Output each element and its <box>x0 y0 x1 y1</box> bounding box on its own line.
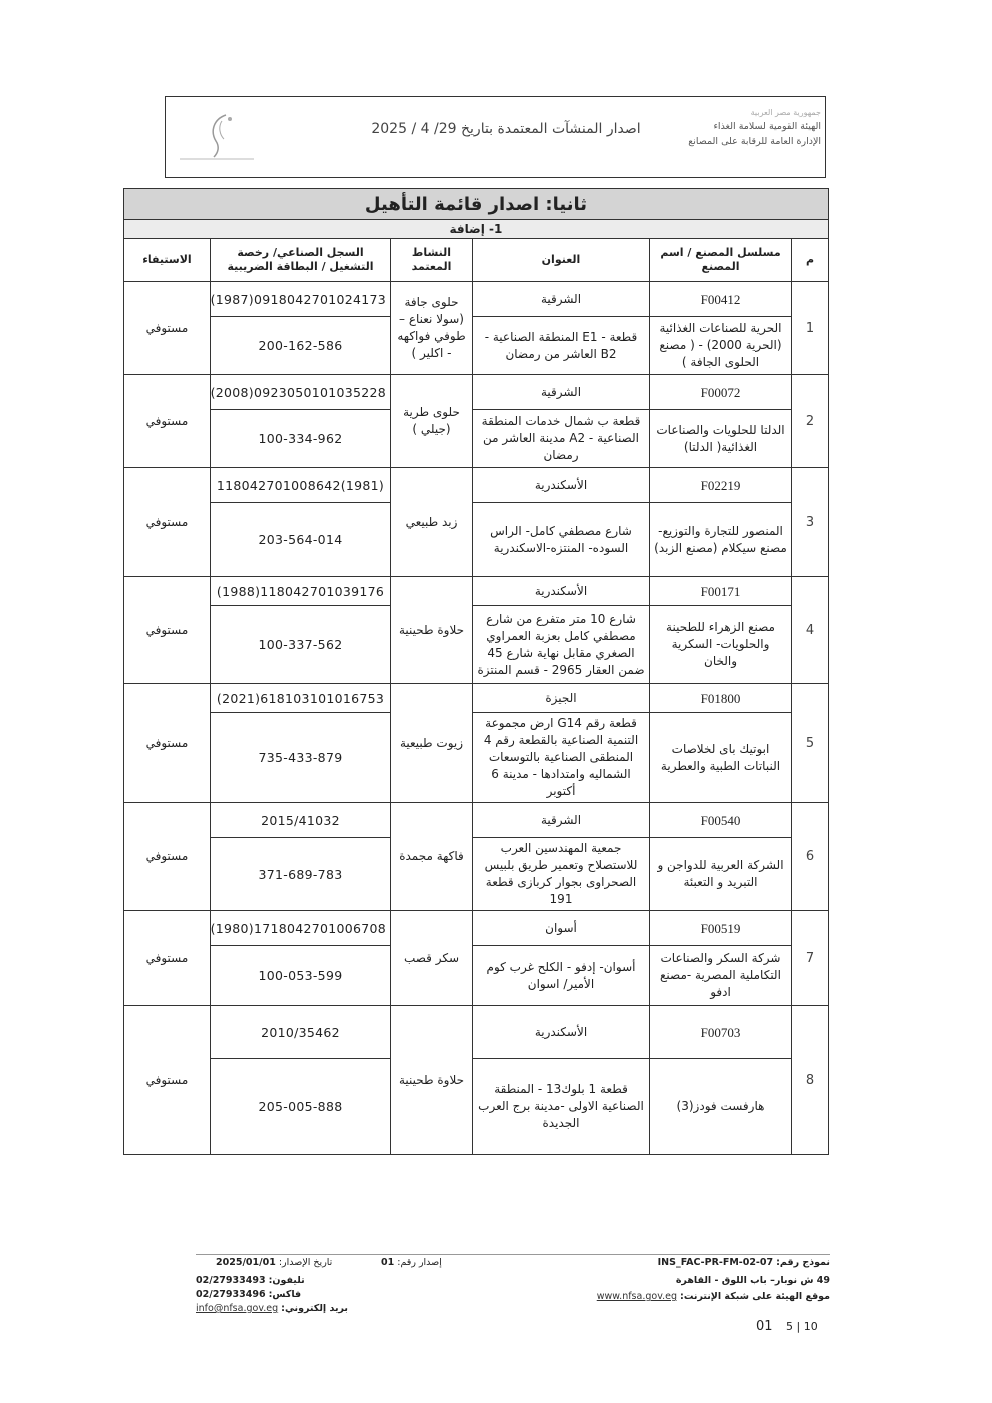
row-number: 4 <box>792 577 829 684</box>
governorate: الشرقية <box>473 375 650 410</box>
industrial-registry: 0923050101035228(2008) <box>211 375 391 410</box>
organization-block <box>681 107 821 149</box>
address: قطعة 1 بلوك13 - المنطقة الصناعية الاولى -مدينة برج العرب الجديدة <box>473 1059 650 1155</box>
issue-number-value: 01 <box>381 1257 395 1268</box>
table-row <box>123 946 828 1006</box>
form-number-value: INS_FAC-PR-FM-02-07 <box>657 1257 774 1268</box>
col-header-activity: النشاط المعتمد <box>391 239 473 282</box>
row-number: 8 <box>792 1006 829 1155</box>
page-indicator <box>756 1319 818 1334</box>
tax-card: 100-334-962 <box>211 410 391 468</box>
factory-code: F00171 <box>650 577 792 606</box>
document-header <box>165 96 826 178</box>
table-row <box>123 1059 828 1155</box>
address: قطعة رقم G14 ارض مجموعة التنمية الصناعية بالقطعة رقم 4 المنطقى الصناعية بالتوسعات الشماليه وامتدادها - مدينة 6 أكتوبر <box>473 713 650 803</box>
factory-name: شركة السكر والصناعات التكاملية المصرية -مصنع ادفو <box>650 946 792 1006</box>
industrial-registry: (1981)118042701008642 <box>211 468 391 503</box>
website-label: موقع الهيئة على شبكة الإنترنت: <box>680 1291 830 1302</box>
phone-line <box>196 1275 305 1286</box>
activity: حلاوة طحينية <box>391 1006 473 1155</box>
status: مستوفي <box>123 684 210 803</box>
issue-number-label: إصدار رقم: <box>397 1257 442 1268</box>
table-row <box>123 503 828 577</box>
address: أسوان- إدفو - الكلح غرب كوم الأمير/ اسوان <box>473 946 650 1006</box>
email-label: بريد إلكتروني: <box>281 1303 348 1314</box>
factory-code: F02219 <box>650 468 792 503</box>
tax-card: 205-005-888 <box>211 1059 391 1155</box>
governorate: الأسكندرية <box>473 577 650 606</box>
row-number: 2 <box>792 375 829 468</box>
document-title: اصدار المنشآت المعتمدة بتاريخ 29/ 4 / 2025 <box>371 121 641 137</box>
section-title: ثانيا: اصدار قائمة التأهيل <box>123 189 828 220</box>
industrial-registry: 118042701039176(1988) <box>211 577 391 606</box>
factory-name: مصنع الزهراء للطحينة والحلويات- السكرية والخان <box>650 606 792 684</box>
email-line <box>196 1303 348 1314</box>
org-country: جمهورية مصر العربية <box>750 108 821 117</box>
table-row <box>123 375 828 410</box>
address-value: 49 ش نوبار– باب اللوق - القاهرة <box>675 1275 830 1286</box>
industrial-registry: 618103101016753(2021) <box>211 684 391 713</box>
table-row <box>123 606 828 684</box>
table-row <box>123 684 828 713</box>
factory-name: ابوتيك باى لخلاصات النباتات الطبية والعطرية <box>650 713 792 803</box>
factory-name: الحرية للصناعات الغذائية (الحرية 2000) - ( مصنع الحلوى الجافة ) <box>650 317 792 375</box>
factory-name: الدلتا للحلويات والصناعات الغذائية( الدلتا) <box>650 410 792 468</box>
table-row <box>123 838 828 911</box>
website-link[interactable]: www.nfsa.gov.eg <box>596 1291 677 1302</box>
table-row <box>123 410 828 468</box>
tax-card: 100-337-562 <box>211 606 391 684</box>
fax-label: فاكس: <box>268 1289 302 1300</box>
org-authority: الهيئة القومية لسلامة الغذاء <box>713 121 821 132</box>
status: مستوفي <box>123 468 210 577</box>
row-number: 1 <box>792 282 829 375</box>
factory-name: الشركة العربية للدواجن و التبريد و التعبئة <box>650 838 792 911</box>
factories-table <box>123 188 829 1155</box>
activity: حلوى طرية (جيلي ) <box>391 375 473 468</box>
phone-label: تليفون: <box>268 1275 305 1286</box>
col-header-address: العنوان <box>473 239 650 282</box>
table-row <box>123 468 828 503</box>
fax-line <box>196 1289 301 1300</box>
table-row <box>123 317 828 375</box>
document-footer <box>196 1254 830 1335</box>
address: قطعة - E1 المنطقة الصناعية - B2 العاشر من رمضان <box>473 317 650 375</box>
factory-code: F00072 <box>650 375 792 410</box>
industrial-registry: 0918042701024173(1987) <box>211 282 391 317</box>
tax-card: 100-053-599 <box>211 946 391 1006</box>
governorate: الأسكندرية <box>473 1006 650 1059</box>
col-header-factory: مسلسل المصنع / اسم المصنع <box>650 239 792 282</box>
factory-code: F00540 <box>650 803 792 838</box>
factory-code: F00412 <box>650 282 792 317</box>
row-number: 6 <box>792 803 829 911</box>
activity: سكر قصب <box>391 911 473 1006</box>
issue-date <box>216 1257 332 1268</box>
address: شارع مصطفي كامل- الراس السوده- المنتزه-الاسكندرية <box>473 503 650 577</box>
phone-value: 02/27933493 <box>196 1275 266 1286</box>
governorate: أسوان <box>473 911 650 946</box>
governorate: الأسكندرية <box>473 468 650 503</box>
factory-code: F00519 <box>650 911 792 946</box>
tax-card: 200-162-586 <box>211 317 391 375</box>
governorate: الشرقية <box>473 282 650 317</box>
address: شارع 10 متر متفرع من شارع مصطفي كامل بعزبة العمراوي الصغري مقابل نهاية شارع 45 ضمن العقار 2965 - قسم المنتزة <box>473 606 650 684</box>
page-number: 5 | 10 <box>786 1320 818 1333</box>
address: قطعة ب شمال خدمات المنطقة الصناعية - A2 مدينة العاشر من رمضان <box>473 410 650 468</box>
email-link[interactable]: info@nfsa.gov.eg <box>196 1303 279 1314</box>
status: مستوفي <box>123 1006 210 1155</box>
fax-value: 02/27933496 <box>196 1289 266 1300</box>
qualification-list <box>124 188 829 1155</box>
table-row <box>123 577 828 606</box>
industrial-registry: 2010/35462 <box>211 1006 391 1059</box>
activity: زبد طبيعي <box>391 468 473 577</box>
table-row <box>123 1006 828 1059</box>
address-line <box>676 1275 830 1286</box>
status: مستوفي <box>123 577 210 684</box>
table-row <box>123 713 828 803</box>
activity: حلاوة طحينية <box>391 577 473 684</box>
governorate: الشرقية <box>473 803 650 838</box>
col-header-registry: السجل الصناعي/ رخصة التشغيل / البطاقة الضريبية <box>211 239 391 282</box>
issue-date-label: تاريخ الإصدار: <box>278 1257 333 1268</box>
row-number: 5 <box>792 684 829 803</box>
page-code: 01 <box>756 1319 773 1334</box>
form-number-label: نموذج رقم: <box>776 1257 830 1268</box>
issue-date-value: 2025/01/01 <box>216 1257 276 1268</box>
section-subtitle: 1- إضافة <box>123 220 828 239</box>
table-header-row <box>123 239 828 282</box>
table-row <box>123 803 828 838</box>
factory-code: F01800 <box>650 684 792 713</box>
row-number: 7 <box>792 911 829 1006</box>
industrial-registry: 1718042701006708(1980) <box>211 911 391 946</box>
table-row <box>123 282 828 317</box>
governorate: الجيزة <box>473 684 650 713</box>
website-line <box>597 1291 830 1302</box>
tax-card: 203-564-014 <box>211 503 391 577</box>
activity: فاكهة مجمدة <box>391 803 473 911</box>
nfsa-logo-icon <box>174 109 260 163</box>
status: مستوفي <box>123 803 210 911</box>
table-row <box>123 911 828 946</box>
row-number: 3 <box>792 468 829 577</box>
form-number <box>658 1257 830 1268</box>
industrial-registry: 2015/41032 <box>211 803 391 838</box>
status: مستوفي <box>123 282 210 375</box>
tax-card: 371-689-783 <box>211 838 391 911</box>
issue-number <box>381 1257 442 1268</box>
org-department: الإدارة العامة للرقابة على المصانع <box>688 136 821 147</box>
status: مستوفي <box>123 911 210 1006</box>
address: جمعية المهندسين العرب للاستصلاح وتعمير طريق بلبيس الصحراوى بجوار كربازى قطعة 191 <box>473 838 650 911</box>
tax-card: 735-433-879 <box>211 713 391 803</box>
col-header-num: م <box>792 239 829 282</box>
factory-name: المنصور للتجارة والتوزيع- مصنع سيكلام (مصنع الزبد) <box>650 503 792 577</box>
status: مستوفي <box>123 375 210 468</box>
col-header-status: الاستيفاء <box>123 239 210 282</box>
factory-code: F00703 <box>650 1006 792 1059</box>
activity: زيوت طبيعية <box>391 684 473 803</box>
activity: حلوى جافة (سولا نعناع – طوفي فواكهه - اكلير ) <box>391 282 473 375</box>
factory-name: هارفست فودز(3) <box>650 1059 792 1155</box>
